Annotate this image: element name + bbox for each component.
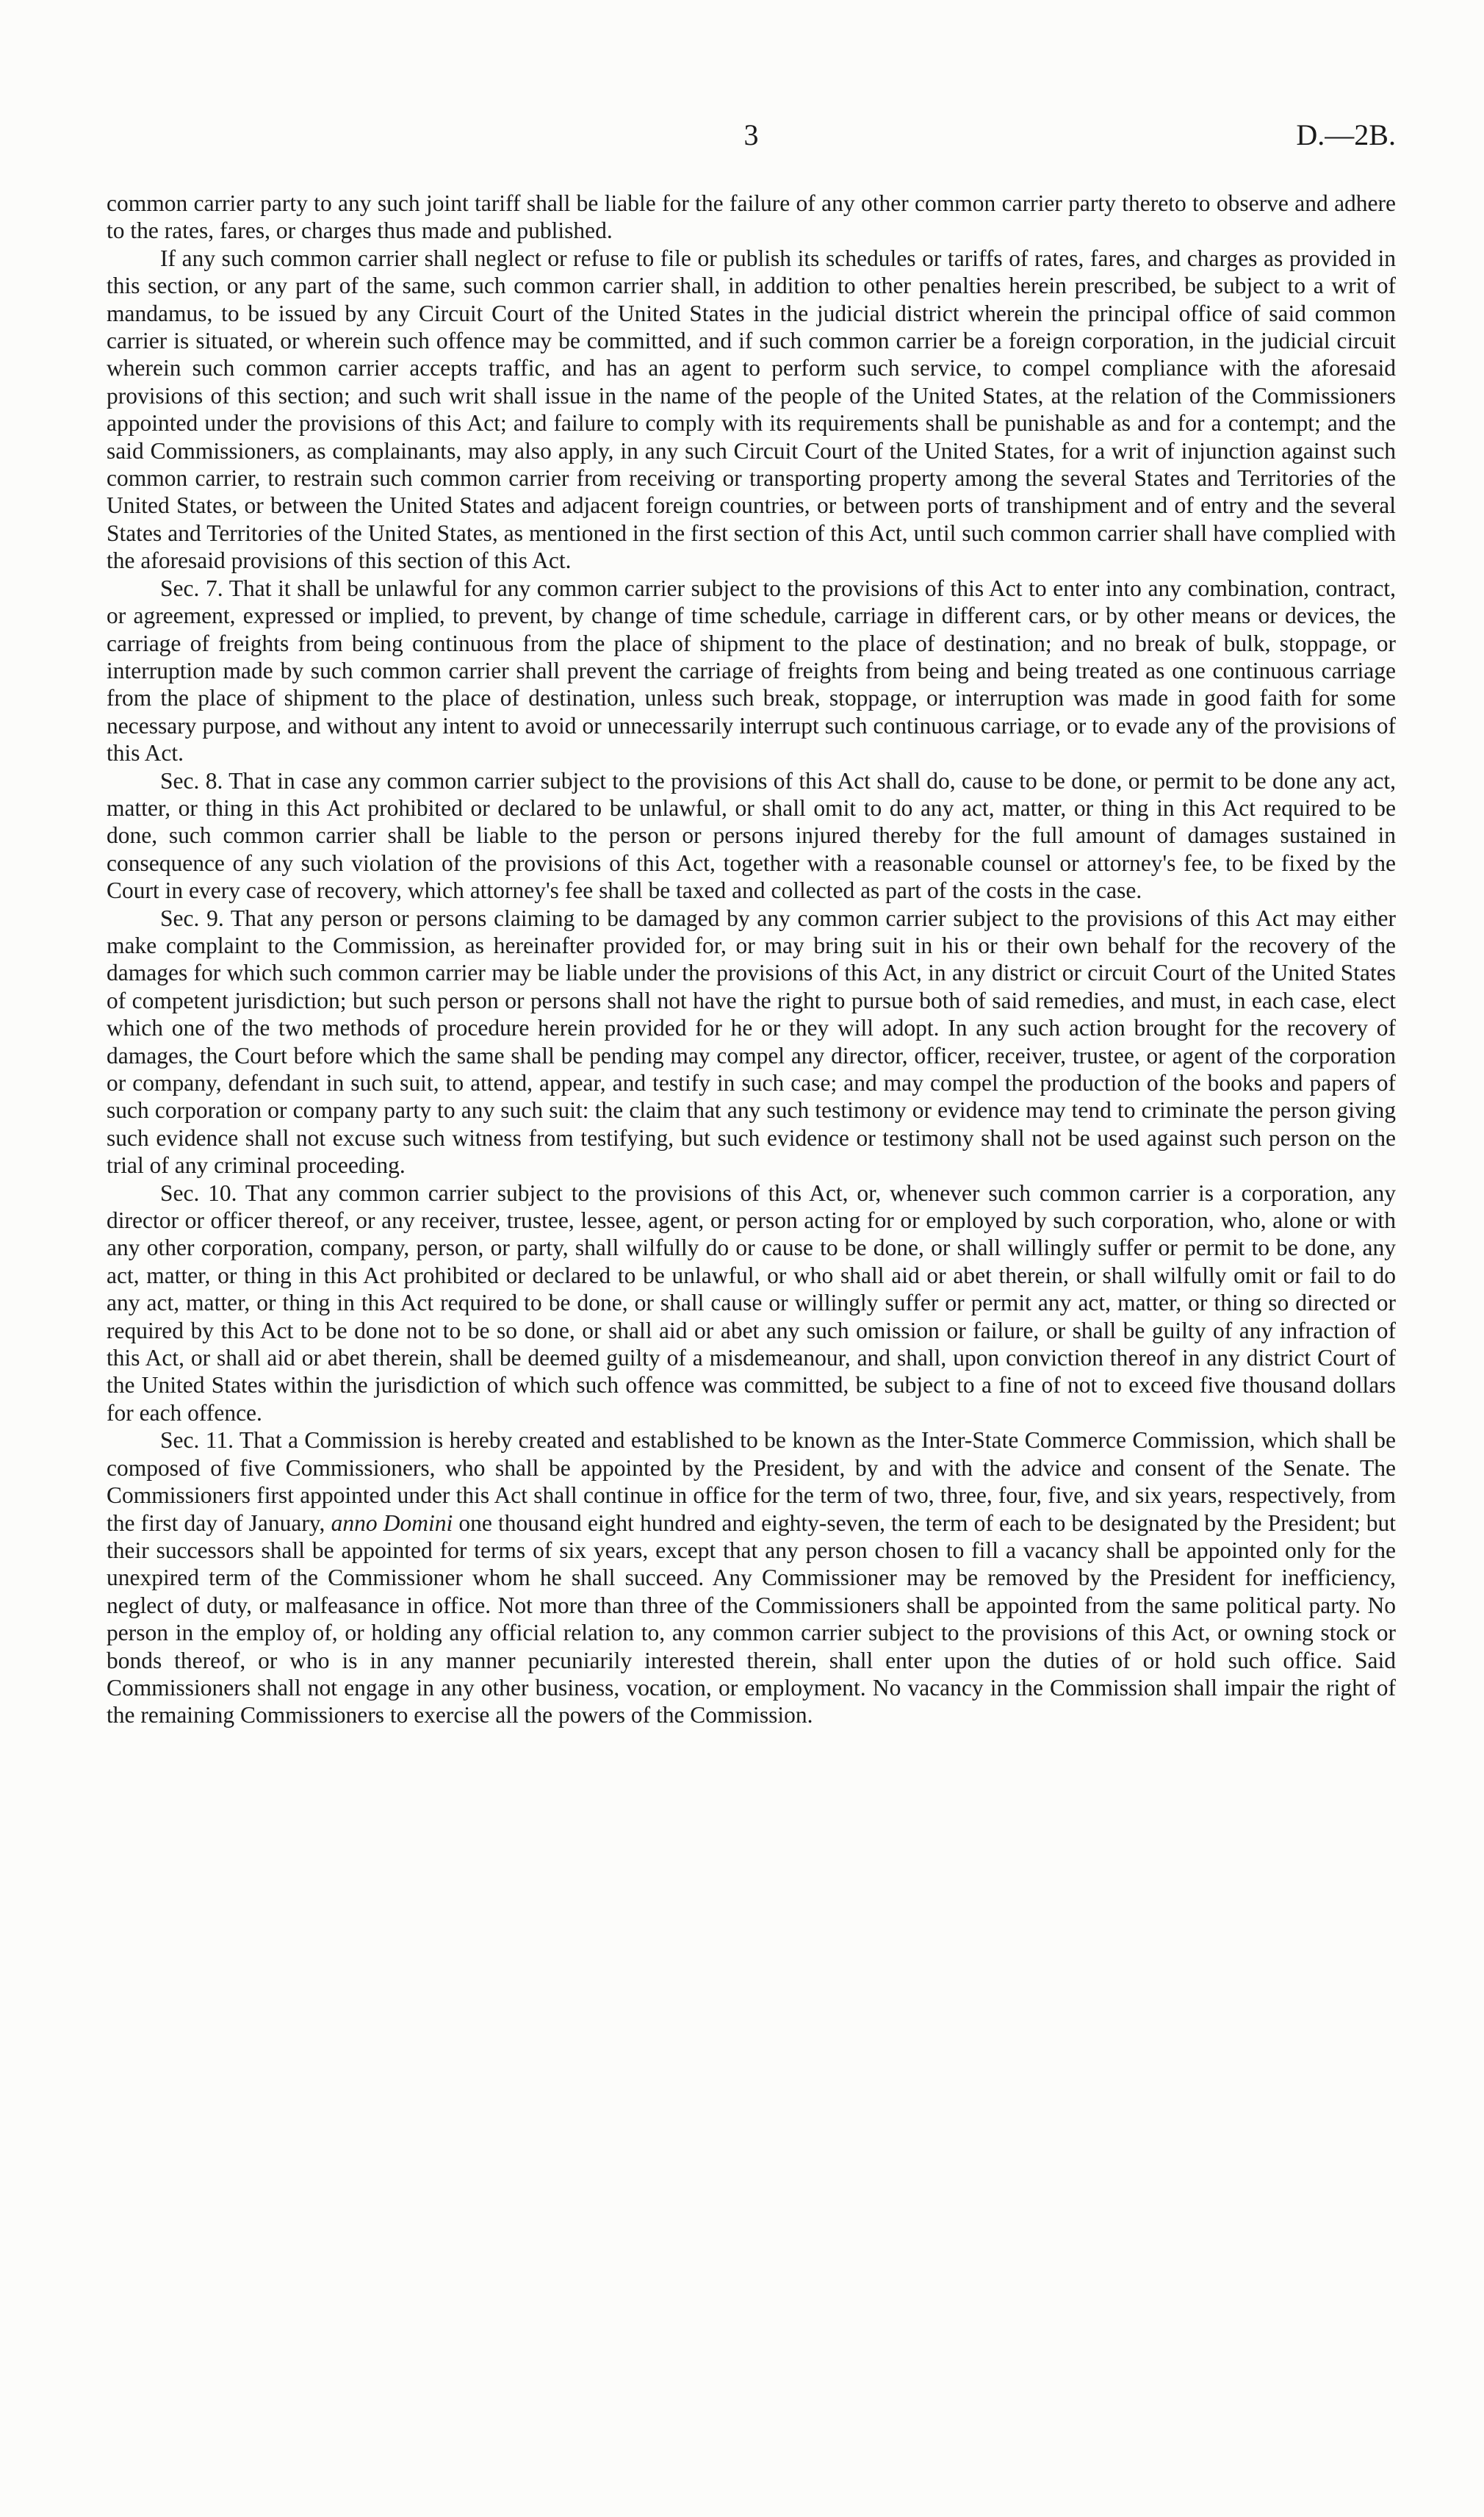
paragraph-text: common carrier party to any such joint tariff shall be liable for the failure of any other common carrier party thereto to observe and adhere to the rates, fares, or charges thus made and published. xyxy=(107,190,1396,244)
section-text: That it shall be unlawful for any common carrier subject to the provisions of this Act to enter into any combination, contract, or agreement, expressed or implied, to prevent, by change of time schedule, carriage in different cars, or by other means or devices, the carriage of freights from being continuous from the place of shipment to the place of destination; and no break of bulk, stoppage, or interruption made by such common carrier shall prevent the carriage of freights from being and being treated as one continuous carriage from the place of shipment to the place of destination, unless such break, stoppage, or interruption was made in good faith for some necessary purpose, and without any intent to avoid or unnecessarily interrupt such continuous carriage, or to evade any of the provisions of this Act. xyxy=(107,575,1396,766)
paragraph-text: If any such common carrier shall neglect or refuse to file or publish its schedules or tariffs of rates, fares, and charges as provided in this section, or any part of the same, such common carrier shall, in addition to other penalties herein prescribed, be subject to a writ of mandamus, to be issued by any Circuit Court of the United States in the judicial district wherein the principal office of said common carrier is situated, or wherein such offence may be committed, and if such common carrier be a foreign corporation, in the judicial circuit wherein such common carrier accepts traffic, and has an agent to perform such service, to compel compliance with the aforesaid provisions of this section; and such writ shall issue in the name of the people of the United States, at the relation of the Commissioners appointed under the provisions of this Act; and failure to comply with its requirements shall be punishable as and for a contempt; and the said Commissioners, as complainants, may also apply, in any such Circuit Court of the United States, for a writ of injunction against such common carrier, to restrain such common carrier from receiving or transporting property among the several States and Territories of the United States, or between the United States and adjacent foreign countries, or between ports of transhipment and of entry and the several States and Territories of the United States, as mentioned in the first section of this Act, until such common carrier shall have complied with the aforesaid provisions of this section of this Act. xyxy=(107,245,1396,574)
section-label: Sec. 9. xyxy=(160,905,224,931)
section-10 xyxy=(107,1179,1396,1427)
section-7 xyxy=(107,575,1396,767)
latin-phrase: anno Domini xyxy=(331,1509,453,1536)
section-label: Sec. 11. xyxy=(160,1427,234,1454)
page-header xyxy=(107,118,1396,162)
body-text xyxy=(107,190,1396,1729)
section-label: Sec. 7. xyxy=(160,575,223,601)
section-text-before: That a Commission is hereby created and established to be known as the Inter-State Commerce Commission, which shall be composed of five Commissioners, who shall be appointed by the President, by and with the advice and consent of the Senate. The Commissioners first appointed under this Act shall continue in office for the term of two, three, four, five, and six years, respectively, from the first day of January, xyxy=(107,1427,1397,1536)
section-text: That in case any common carrier subject to the provisions of this Act shall do, cause to be done, or permit to be done any act, matter, or thing in this Act prohibited or declared to be unlawful, or shall omit to do any act, matter, or thing in this Act required to be done, such common carrier shall be liable to the person or persons injured thereby for the full amount of damages sustained in consequence of any such violation of the provisions of this Act, together with a reasonable counsel or attorney's fee, to be fixed by the Court in every case of recovery, which attorney's fee shall be taxed and collected as part of the costs in the case. xyxy=(107,767,1396,904)
section-label: Sec. 8. xyxy=(160,767,223,794)
section-8 xyxy=(107,767,1396,905)
paragraph-continued xyxy=(107,190,1396,245)
paragraph-mandamus xyxy=(107,245,1396,575)
page-number: 3 xyxy=(743,118,759,151)
section-text: That any common carrier subject to the provisions of this Act, or, whenever such common carrier is a corporation, any director or officer thereof, or any receiver, trustee, lessee, agent, or person acting for or employed by such corporation, who, alone or with any other corporation, company, person, or party, shall wilfully do or cause to be done, or shall willingly suffer or permit to be done, any act, matter, or thing in this Act prohibited or declared to be unlawful, or who shall aid or abet therein, or shall wilfully omit or fail to do any act, matter, or thing in this Act required to be done, or shall cause or willingly suffer or permit any act, matter, or thing so directed or required by this Act to be done not to be so done, or shall aid or abet any such omission or failure, or shall be guilty of any infraction of this Act, or shall aid or abet therein, shall be deemed guilty of a misdemeanour, and shall, upon conviction thereof in any district Court of the United States within the jurisdiction of which such offence was committed, be subject to a fine of not to exceed five thousand dollars for each offence. xyxy=(107,1179,1396,1426)
section-label: Sec. 10. xyxy=(160,1179,237,1206)
section-text: That any person or persons claiming to be damaged by any common carrier subject to the provisions of this Act may either make complaint to the Commission, as hereinafter provided for, or may bring suit in his or their own behalf for the recovery of the damages for which such common carrier may be liable under the provisions of this Act, in any district or circuit Court of the United States of competent jurisdiction; but such person or persons shall not have the right to pursue both of said remedies, and must, in each case, elect which one of the two methods of procedure herein provided for he or they will adopt. In any such action brought for the recovery of damages, the Court before which the same shall be pending may compel any director, officer, receiver, trustee, or agent of the corporation or company, defendant in such suit, to attend, appear, and testify in such case; and may compel the production of the books and papers of such corporation or company party to any such suit: the claim that any such testimony or evidence may tend to criminate the person giving such evidence shall not excuse such witness from testifying, but such evidence or testimony shall not be used against such person on the trial of any criminal proceeding. xyxy=(107,905,1397,1179)
section-11 xyxy=(107,1426,1396,1728)
section-text-after: one thousand eight hundred and eighty-seven, the term of each to be designated by the President; but their successors shall be appointed for terms of six years, except that any person chosen to fill a vacancy shall be appointed only for the unexpired term of the Commissioner whom he shall succeed. Any Commissioner may be removed by the President for inefficiency, neglect of duty, or malfeasance in office. Not more than three of the Commissioners shall be appointed from the same political party. No person in the employ of, or holding any official relation to, any common carrier subject to the provisions of this Act, or owning stock or bonds thereof, or who is in any manner pecuniarily interested therein, shall enter upon the duties of or hold such office. Said Commissioners shall not engage in any other business, vocation, or employment. No vacancy in the Commission shall impair the right of the remaining Commissioners to exercise all the powers of the Commission. xyxy=(107,1509,1397,1728)
document-reference: D.—2B. xyxy=(1296,118,1396,151)
section-9 xyxy=(107,905,1396,1179)
